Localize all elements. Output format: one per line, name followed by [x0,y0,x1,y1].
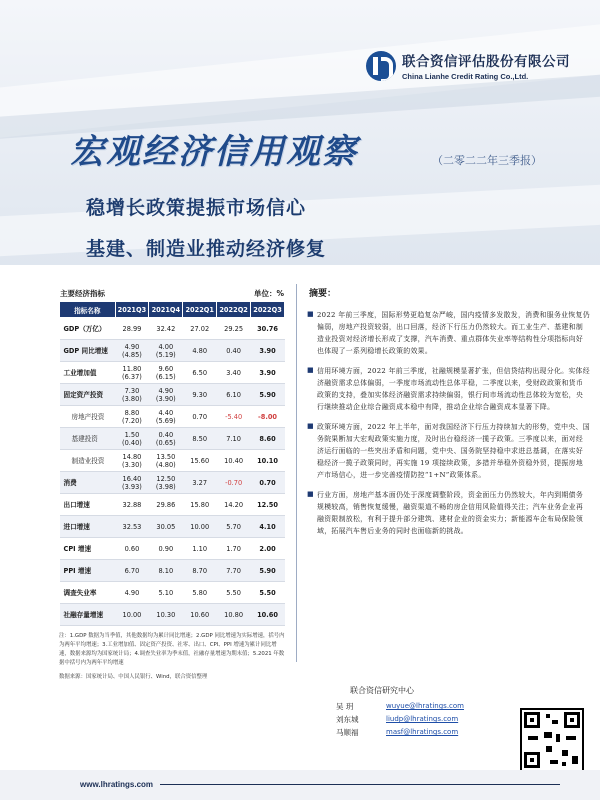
footer-divider [160,784,560,785]
table-row [60,538,285,560]
table-cell: 1.50 (0.40) [115,428,149,450]
summary-item [307,489,590,537]
row-label: GDP（万亿） [60,318,116,340]
indicator-table [59,301,285,626]
table-cell: 4.90 (4.85) [115,340,149,362]
table-cell: 5.50 [251,582,285,604]
table-cell: 5.70 [217,516,251,538]
table-cell: 5.10 [149,582,183,604]
table-cell: 8.80 (7.20) [115,406,149,428]
row-label: GDP 同比增速 [60,340,116,362]
bullet-icon: ■ [307,310,314,318]
table-cell: 4.10 [251,516,285,538]
contact-name: 吴 玥 [336,702,354,711]
summary-text: 政策环境方面，2022 年上半年，面对我国经济下行压力持续加大的形势，党中央、国务院果断加大宏观政策实施力度，及时出台稳经济一揽子政策。三季度以来，面对经济运行面临的一些突出矛盾和问题，党中央、国务院坚持稳中求进总基调，在落实好稳经济一揽子政策同时，再实施 19 项接续政策，多措并举稳外资稳外贸，提振房地产市场信心，进一步完善疫情防控“1+N”政策体系。 [317,423,590,479]
summary-item [307,421,590,481]
bullet-icon: ■ [307,422,314,430]
table-row [60,604,285,626]
table-header-cell: 指标名称 [60,302,116,318]
table-row [60,516,285,538]
table-cell: 7.10 [217,428,251,450]
table-row [60,582,285,604]
table-cell: 2.00 [251,538,285,560]
qr-code-icon [520,708,584,772]
table-cell: -0.70 [217,472,251,494]
table-header-cell: 2022Q1 [183,302,217,318]
table-cell: 12.50 [251,494,285,516]
contact-row [336,726,464,739]
row-label: 进口增速 [60,516,116,538]
table-row [60,406,285,428]
contact-email-link[interactable]: liudp@lhratings.com [386,715,459,723]
table-cell: -5.40 [217,406,251,428]
table-unit: 单位：% [253,289,284,298]
table-cell: 16.40 (3.93) [115,472,149,494]
table-cell: 9.30 [183,384,217,406]
table-cell: 5.90 [251,560,285,582]
table-cell: 15.80 [183,494,217,516]
table-row [60,340,285,362]
table-cell: 15.60 [183,450,217,472]
table-header-cell: 2021Q3 [115,302,149,318]
table-row [60,428,285,450]
table-cell: 4.80 [183,340,217,362]
summary-item [307,365,590,413]
contact-row [336,713,464,726]
bullet-icon: ■ [307,366,314,374]
company-name-en: China Lianhe Credit Rating Co.,Ltd. [402,72,529,81]
table-row [60,362,285,384]
summary-text: 2022 年前三季度，国际形势更趋复杂严峻，国内疫情多发散发，消费和服务业恢复仍偏弱，房地产投资较弱，出口回落，经济下行压力仍然较大。而工业生产、基建和制造业投资对经济增长形成了支撑，汽车消费、重点群体失业率等结构性分项指标向好也体现了一系列稳增长政策的效果。 [317,311,590,355]
table-cell: 10.60 [183,604,217,626]
row-label: 社融存量增速 [60,604,116,626]
table-cell: 0.70 [183,406,217,428]
headline-line-2: 基建、制造业推动经济修复 [86,238,327,260]
row-label: 工业增加值 [60,362,116,384]
row-label: 基建投资 [60,428,116,450]
table-cell: 4.40 (5.69) [149,406,183,428]
table-cell: 29.25 [217,318,251,340]
table-cell: 10.40 [217,450,251,472]
indicator-table-panel [56,284,288,680]
table-cell: 1.10 [183,538,217,560]
table-cell: 0.90 [149,538,183,560]
contact-row [336,700,464,713]
summary-item [307,309,590,357]
table-cell: 5.80 [183,582,217,604]
table-cell: 29.86 [149,494,183,516]
table-cell: 12.50 (3.98) [149,472,183,494]
table-cell: 6.70 [115,560,149,582]
table-row [60,494,285,516]
table-cell: 32.53 [115,516,149,538]
company-name-cn: 联合资信评估股份有限公司 [402,54,570,70]
table-cell: 13.50 (4.80) [149,450,183,472]
row-label: PPI 增速 [60,560,116,582]
table-cell: 3.40 [217,362,251,384]
row-label: 房地产投资 [60,406,116,428]
table-cell: -8.00 [251,406,285,428]
table-cell: 8.70 [183,560,217,582]
table-cell: 10.60 [251,604,285,626]
contact-email-link[interactable]: wuyue@lhratings.com [386,702,464,710]
table-cell: 14.20 [217,494,251,516]
row-label: 消费 [60,472,116,494]
table-header-cell: 2022Q2 [217,302,251,318]
summary-text: 信用环境方面，2022 年前三季度，社融规模显著扩张，但信贷结构出现分化。实体经济融资需求总体偏弱，一季度市场流动性总体平稳，二季度以来，受财政政策和货币政策的支持，叠加实体经济融资需求持续偏弱，银行间市场流动性总体较为宽松，央行继续推动企业综合融资成本稳中有降，推动企业综合融资成本显著下降。 [317,367,590,411]
table-cell: 10.80 [217,604,251,626]
table-cell: 5.50 [217,582,251,604]
table-cell: 10.30 [149,604,183,626]
footer-url[interactable]: www.lhratings.com [80,780,154,789]
table-cell: 11.80 (6.37) [115,362,149,384]
summary-text: 行业方面，房地产基本面仍处于深度调整阶段，资金面压力仍然较大，年内到期债务规模较高，销售恢复缓慢，融资渠道不畅的房企信用风险值得关注；汽车业务企业再融资限制放松，有利于提升部分建筑、建材企业的资金实力；新能源车企布局保险领域，拓展汽车售后业务的同时也面临新的挑战。 [317,491,584,535]
company-logo [366,50,570,81]
table-cell: 0.40 (0.65) [149,428,183,450]
table-cell: 32.88 [115,494,149,516]
table-cell: 4.90 [115,582,149,604]
table-cell: 10.00 [115,604,149,626]
table-row [60,318,285,340]
table-cell: 6.50 [183,362,217,384]
table-row [60,560,285,582]
table-header-cell: 2022Q3 [251,302,285,318]
row-label: 固定资产投资 [60,384,116,406]
table-cell: 1.70 [217,538,251,560]
table-cell: 3.27 [183,472,217,494]
table-note: 注：1.GDP 数据为当季值，其他数据均为累计同比增速；2.GDP 同比增速为实际增速，括号内为两年平均增速；3.工业增加值、固定资产投资、社零、出口、CPI、PPI 增速为累计同比增速，数据来源均为国家统计局；4.调查失业率为季末值，社融存量增速为期末值；5.2021 年数据中括号内为两年平均增速 [59,633,285,666]
table-source: 数据来源：国家统计局、中国人民银行、Wind，联合资信整理 [59,674,208,680]
contact-name: 刘东城 [336,715,359,724]
row-label: 制造业投资 [60,450,116,472]
table-cell: 8.60 [251,428,285,450]
table-cell: 10.10 [251,450,285,472]
table-cell: 30.05 [149,516,183,538]
summary-title: 摘要： [309,289,337,299]
contact-name: 马顺福 [336,728,359,737]
table-cell: 8.50 [183,428,217,450]
table-cell: 14.80 (3.30) [115,450,149,472]
table-row [60,384,285,406]
table-cell: 3.90 [251,362,285,384]
research-center-name: 联合资信研究中心 [350,686,414,695]
table-cell: 7.70 [217,560,251,582]
table-cell: 4.90 (3.90) [149,384,183,406]
report-title: 宏观经济信用观察 [70,132,358,172]
table-header-cell: 2021Q4 [149,302,183,318]
table-cell: 27.02 [183,318,217,340]
table-cell: 32.42 [149,318,183,340]
table-row [60,472,285,494]
table-cell: 3.90 [251,340,285,362]
contact-email-link[interactable]: masf@lhratings.com [386,728,459,736]
table-cell: 28.99 [115,318,149,340]
report-subtitle: （二零二二年三季报） [432,154,542,167]
summary-panel [296,284,590,662]
row-label: 调查失业率 [60,582,116,604]
table-cell: 0.40 [217,340,251,362]
table-cell: 6.10 [217,384,251,406]
lianhe-logo-icon [366,51,396,81]
table-cell: 10.00 [183,516,217,538]
table-row [60,450,285,472]
row-label: 出口增速 [60,494,116,516]
table-cell: 9.60 (6.15) [149,362,183,384]
table-cell: 30.76 [251,318,285,340]
table-cell: 0.70 [251,472,285,494]
headline-line-1: 稳增长政策提振市场信心 [86,197,307,219]
row-label: CPI 增速 [60,538,116,560]
contacts-block [336,685,464,739]
table-cell: 8.10 [149,560,183,582]
bullet-icon: ■ [307,490,314,498]
table-cell: 5.90 [251,384,285,406]
table-title: 主要经济指标 [60,289,105,298]
table-cell: 7.30 (3.80) [115,384,149,406]
table-cell: 0.60 [115,538,149,560]
table-cell: 4.00 (5.19) [149,340,183,362]
